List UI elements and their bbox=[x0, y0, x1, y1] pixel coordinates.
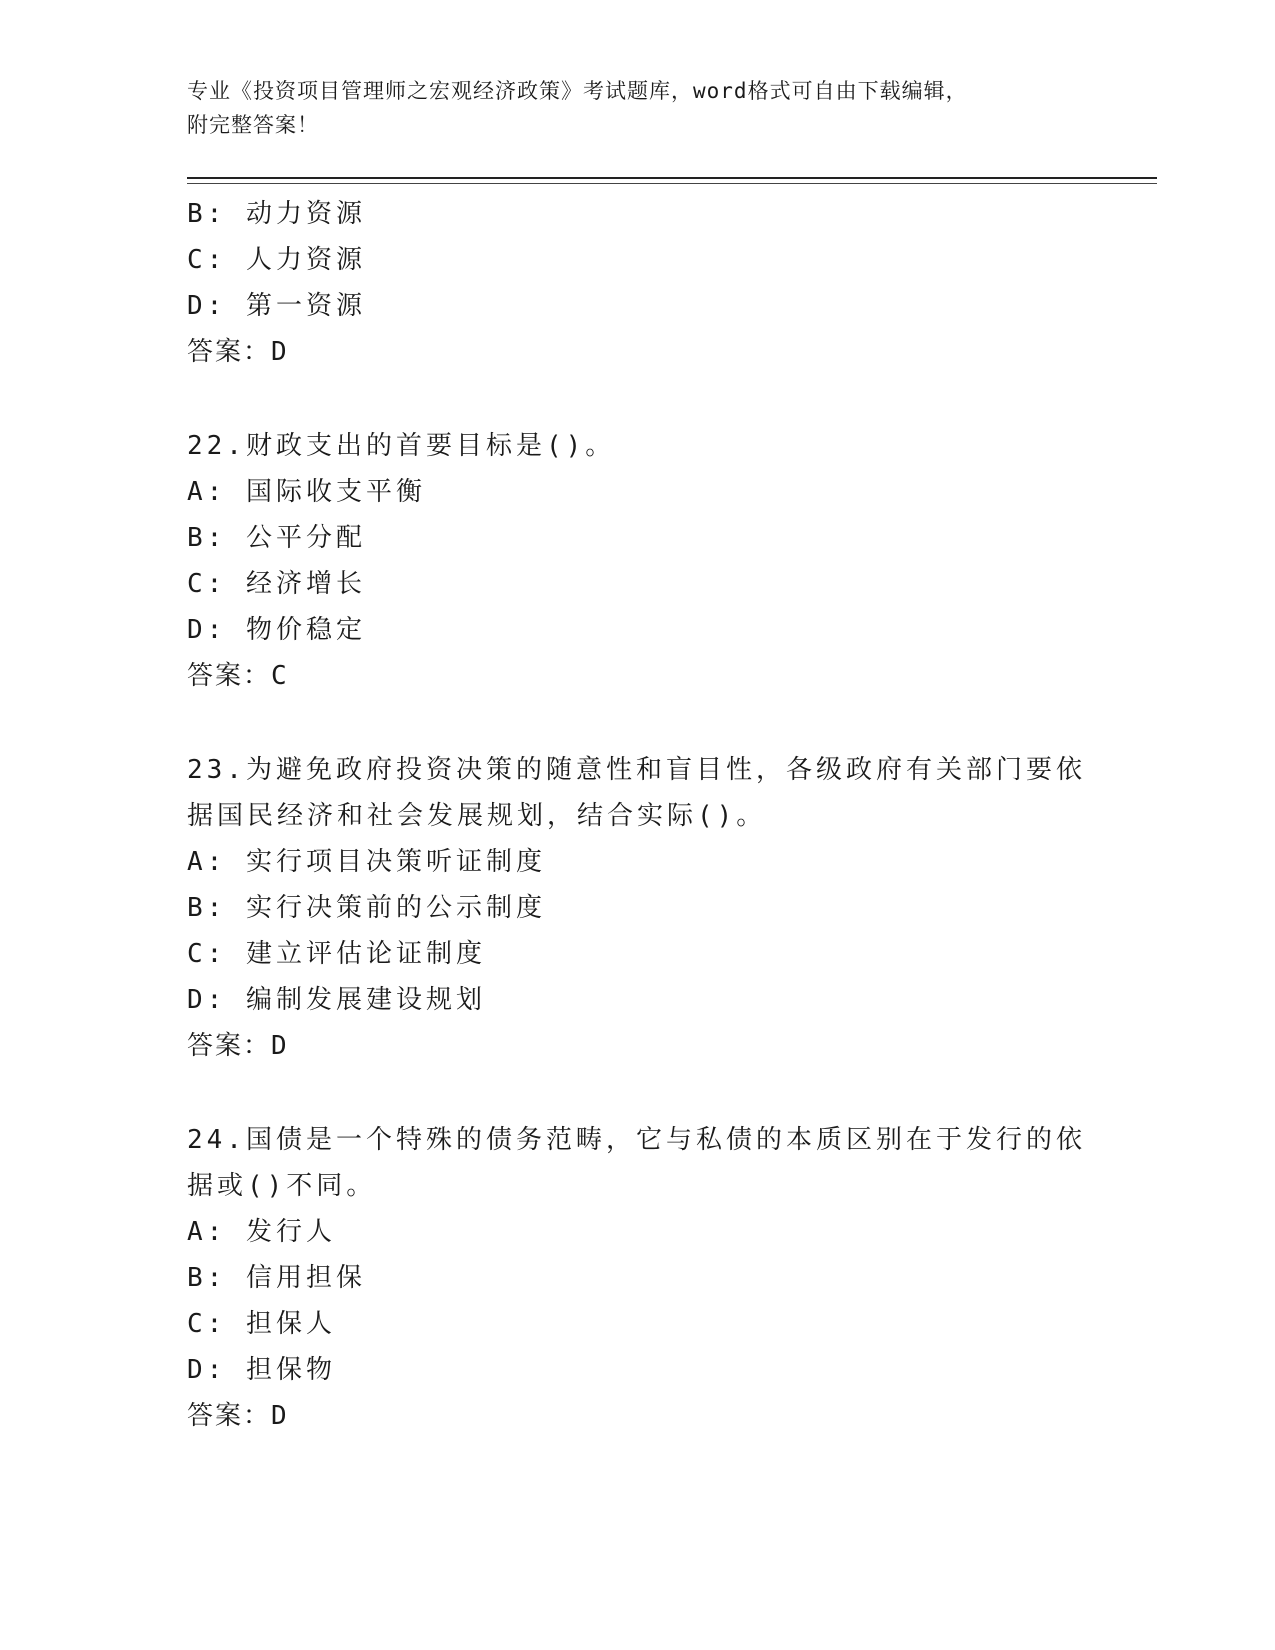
option-d: D: 物价稳定 bbox=[187, 615, 366, 645]
option-b: B: 公平分配 bbox=[187, 523, 366, 553]
option-c: C: 担保人 bbox=[187, 1309, 336, 1339]
answer: 答案：D bbox=[187, 1401, 289, 1431]
option-c: C: 人力资源 bbox=[187, 245, 366, 275]
header-line-1: 专业《投资项目管理师之宏观经济政策》考试题库，word格式可自由下载编辑， bbox=[187, 79, 968, 103]
option-a: A: 实行项目决策听证制度 bbox=[187, 847, 546, 877]
question-21-continued bbox=[187, 191, 1087, 375]
option-a: A: 国际收支平衡 bbox=[187, 477, 426, 507]
header-line-2: 附完整答案！ bbox=[187, 113, 319, 137]
answer: 答案：D bbox=[187, 337, 289, 367]
option-b: B: 动力资源 bbox=[187, 199, 366, 229]
answer: 答案：C bbox=[187, 661, 289, 691]
question-23 bbox=[187, 747, 1087, 1069]
question-list bbox=[187, 191, 1087, 1439]
option-b: B: 信用担保 bbox=[187, 1263, 366, 1293]
header-divider-thick bbox=[187, 177, 1157, 179]
question-24 bbox=[187, 1117, 1087, 1439]
question-stem: 24.国债是一个特殊的债务范畴，它与私债的本质区别在于发行的依据或()不同。 bbox=[187, 1125, 1086, 1201]
option-d: D: 担保物 bbox=[187, 1355, 336, 1385]
option-c: C: 建立评估论证制度 bbox=[187, 939, 486, 969]
document-header bbox=[187, 74, 1087, 142]
question-stem: 22.财政支出的首要目标是()。 bbox=[187, 431, 616, 461]
option-a: A: 发行人 bbox=[187, 1217, 336, 1247]
option-c: C: 经济增长 bbox=[187, 569, 366, 599]
option-d: D: 编制发展建设规划 bbox=[187, 985, 486, 1015]
question-22 bbox=[187, 423, 1087, 699]
question-stem: 23.为避免政府投资决策的随意性和盲目性，各级政府有关部门要依据国民经济和社会发展规划，结合实际()。 bbox=[187, 755, 1086, 831]
option-d: D: 第一资源 bbox=[187, 291, 366, 321]
header-divider-thin bbox=[187, 183, 1157, 184]
option-b: B: 实行决策前的公示制度 bbox=[187, 893, 546, 923]
answer: 答案：D bbox=[187, 1031, 289, 1061]
